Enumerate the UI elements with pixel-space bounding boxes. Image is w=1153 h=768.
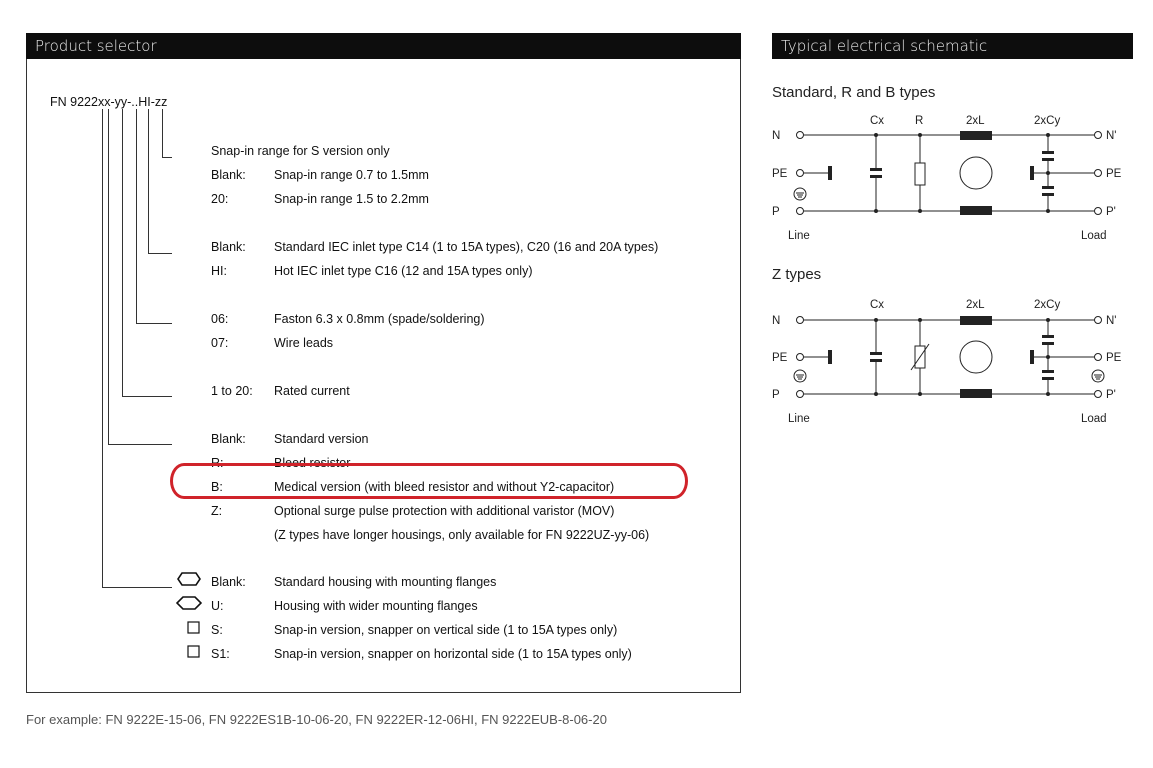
tree-line-connection xyxy=(136,109,137,323)
label-load: Load xyxy=(1081,230,1107,242)
label-p: P xyxy=(772,389,780,401)
option-desc: Standard IEC inlet type C14 (1 to 15A types), C20 (16 and 20A types) xyxy=(274,240,659,254)
option-desc-medical: Medical version (with bleed resistor and without Y2-capacitor) xyxy=(274,480,615,494)
terminal-n-out xyxy=(1095,132,1102,139)
ground-symbol-in xyxy=(794,370,806,382)
product-selector-header: Product selector xyxy=(26,33,741,59)
option-desc: Housing with wider mounting flanges xyxy=(274,599,478,613)
pe-plate-in xyxy=(828,166,832,180)
label-cx: Cx xyxy=(870,115,885,127)
option-key: 07: xyxy=(211,336,229,350)
ground-symbol-out xyxy=(1092,370,1104,382)
tree-line-inlet xyxy=(148,109,149,253)
option-key: S1: xyxy=(211,647,230,661)
label-pe: PE xyxy=(772,168,788,180)
option-desc: Optional surge pulse protection with additional varistor (MOV) xyxy=(274,504,615,518)
label-r: R xyxy=(915,115,924,127)
option-key: 20: xyxy=(211,192,229,206)
option-desc: Bleed resistor xyxy=(274,456,351,470)
schematic-z xyxy=(760,292,1150,432)
option-key: S: xyxy=(211,623,223,637)
capacitor-cy-top-b xyxy=(1042,342,1054,345)
inductor-l-top xyxy=(960,131,992,140)
option-key: Blank: xyxy=(211,240,246,254)
capacitor-cy-bottom-a xyxy=(1042,186,1054,189)
label-2xcy: 2xCy xyxy=(1034,299,1061,311)
label-2xl: 2xL xyxy=(966,299,985,311)
option-key-medical: B: xyxy=(211,480,223,494)
option-desc: Hot IEC inlet type C16 (12 and 15A types only) xyxy=(274,264,533,278)
inductor-l-top xyxy=(960,316,992,325)
snap-in-vertical-icon xyxy=(186,620,202,636)
capacitor-cy-bottom-b xyxy=(1042,193,1054,196)
option-key: Blank: xyxy=(211,432,246,446)
choke-core-circle xyxy=(960,157,992,189)
tree-branch-current xyxy=(122,396,172,397)
option-desc: Snap-in range 0.7 to 1.5mm xyxy=(274,168,429,182)
pe-plate-out xyxy=(1030,166,1034,180)
label-2xl: 2xL xyxy=(966,115,985,127)
choke-core-circle xyxy=(960,341,992,373)
label-2xcy: 2xCy xyxy=(1034,115,1061,127)
wide-flanged-housing-icon xyxy=(176,595,202,611)
snap-in-heading: Snap-in range for S version only xyxy=(211,144,390,158)
schematic-z-title: Z types xyxy=(772,266,822,283)
ground-symbol-in xyxy=(794,188,806,200)
tree-branch-connection xyxy=(136,323,172,324)
option-key: Z: xyxy=(211,504,223,518)
terminal-p-in xyxy=(797,391,804,398)
label-n: N xyxy=(772,315,781,327)
tree-line-snap-in xyxy=(162,109,163,157)
tree-line-current xyxy=(122,109,123,396)
option-key: 06: xyxy=(211,312,229,326)
terminal-n-in xyxy=(797,317,804,324)
option-desc: Faston 6.3 x 0.8mm (spade/soldering) xyxy=(274,312,485,326)
schematic-standard-title: Standard, R and B types xyxy=(772,84,936,101)
option-desc: Standard housing with mounting flanges xyxy=(274,575,497,589)
label-pe-out: PE xyxy=(1106,352,1122,364)
resistor-r xyxy=(915,163,925,185)
schematic-standard xyxy=(760,108,1150,248)
terminal-pe-in xyxy=(797,170,804,177)
tree-branch-version xyxy=(108,444,172,445)
tree-branch-housing xyxy=(102,587,172,588)
option-desc: Snap-in range 1.5 to 2.2mm xyxy=(274,192,429,206)
capacitor-cx-bottom xyxy=(870,359,882,362)
option-desc: Wire leads xyxy=(274,336,334,350)
capacitor-cy-top-b xyxy=(1042,158,1054,161)
terminal-pe-out xyxy=(1095,354,1102,361)
label-p-out: P' xyxy=(1106,206,1116,218)
option-key: Blank: xyxy=(211,168,246,182)
example-codes: For example: FN 9222E-15-06, FN 9222ES1B-10-06-20, FN 9222ER-12-06HI, FN 9222EUB-8-06-20 xyxy=(26,712,607,727)
tree-branch-inlet xyxy=(148,253,172,254)
capacitor-cy-top-a xyxy=(1042,335,1054,338)
option-desc: Snap-in version, snapper on vertical side (1 to 15A types only) xyxy=(274,623,618,637)
tree-line-housing xyxy=(102,109,103,587)
capacitor-cx-bottom xyxy=(870,175,882,178)
part-code: FN 9222xx-yy-..HI-zz xyxy=(50,95,168,109)
terminal-n-out xyxy=(1095,317,1102,324)
pe-plate-out xyxy=(1030,350,1034,364)
option-desc: Standard version xyxy=(274,432,369,446)
capacitor-cy-top-a xyxy=(1042,151,1054,154)
label-pe: PE xyxy=(772,352,788,364)
capacitor-cx-top xyxy=(870,168,882,171)
capacitor-cx-top xyxy=(870,352,882,355)
snap-in-horizontal-icon xyxy=(186,644,202,660)
option-desc: Rated current xyxy=(274,384,350,398)
label-n: N xyxy=(772,130,781,142)
highlight-medical-version xyxy=(170,463,688,499)
terminal-pe-out xyxy=(1095,170,1102,177)
label-line: Line xyxy=(788,230,810,242)
terminal-p-in xyxy=(797,208,804,215)
option-key: U: xyxy=(211,599,224,613)
terminal-p-out xyxy=(1095,391,1102,398)
terminal-pe-in xyxy=(797,354,804,361)
flanged-housing-icon xyxy=(176,571,202,587)
label-n-out: N' xyxy=(1106,130,1117,142)
capacitor-cy-bottom-b xyxy=(1042,377,1054,380)
option-key: HI: xyxy=(211,264,227,278)
schematic-header: Typical electrical schematic xyxy=(772,33,1133,59)
option-key: 1 to 20: xyxy=(211,384,253,398)
label-line: Line xyxy=(788,413,810,425)
label-pe-out: PE xyxy=(1106,168,1122,180)
tree-branch-snap-in xyxy=(162,157,172,158)
terminal-p-out xyxy=(1095,208,1102,215)
label-load: Load xyxy=(1081,413,1107,425)
option-key: Blank: xyxy=(211,575,246,589)
terminal-n-in xyxy=(797,132,804,139)
label-n-out: N' xyxy=(1106,315,1117,327)
capacitor-cy-bottom-a xyxy=(1042,370,1054,373)
version-note: (Z types have longer housings, only available for FN 9222UZ-yy-06) xyxy=(274,528,650,542)
inductor-l-bottom xyxy=(960,389,992,398)
option-key: R: xyxy=(211,456,224,470)
inductor-l-bottom xyxy=(960,206,992,215)
option-desc: Snap-in version, snapper on horizontal side (1 to 15A types only) xyxy=(274,647,632,661)
pe-plate-in xyxy=(828,350,832,364)
label-p: P xyxy=(772,206,780,218)
label-p-out: P' xyxy=(1106,389,1116,401)
label-cx: Cx xyxy=(870,299,885,311)
tree-line-version xyxy=(108,109,109,444)
